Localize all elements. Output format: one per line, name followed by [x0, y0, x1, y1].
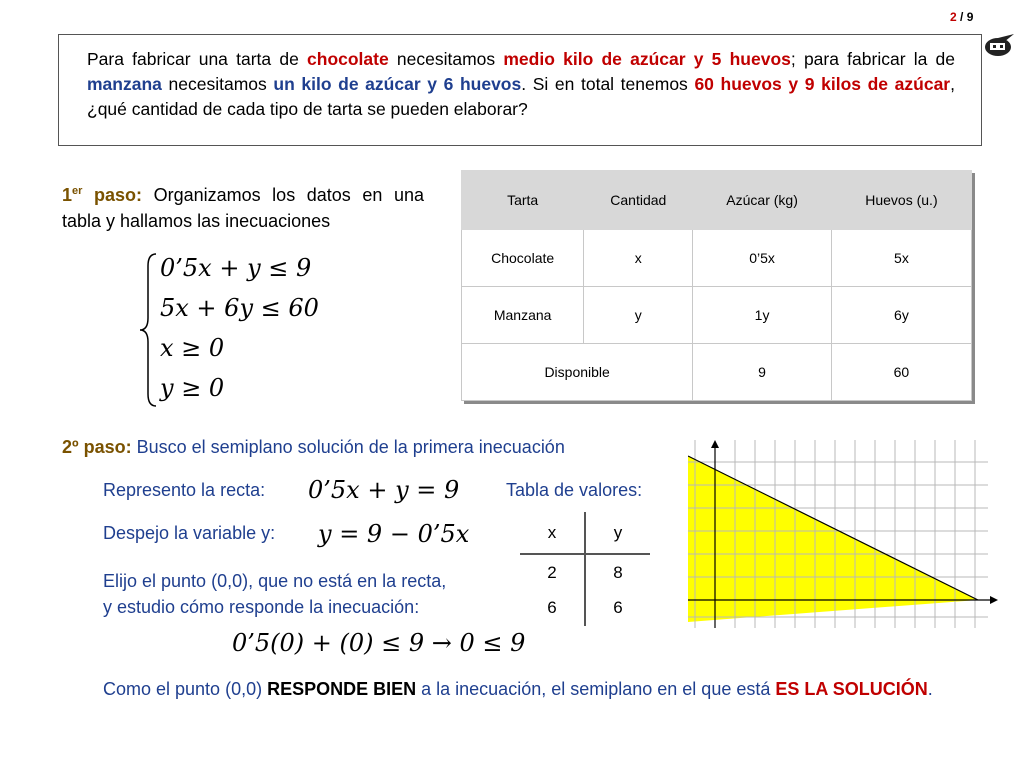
table-row-disponible	[462, 344, 972, 401]
conclusion-text: .	[927, 679, 933, 699]
line-equation: 0’5x + y = 9	[308, 476, 460, 504]
inequality-3: x ≥ 0	[160, 334, 225, 362]
manzana-requirements: un kilo de azúcar y 6 huevos	[273, 74, 522, 94]
problem-statement	[87, 47, 955, 122]
conclusion	[103, 679, 933, 700]
disponible-eggs: 60	[831, 344, 971, 401]
header-cantidad: Cantidad	[584, 171, 693, 230]
values-header-y: y	[585, 512, 650, 554]
page-counter	[950, 10, 973, 24]
point-text-1: Elijo el punto (0,0), que no está en la recta,	[103, 571, 447, 591]
table-cell: 6y	[831, 287, 971, 344]
data-table-header-row	[462, 171, 972, 230]
header-azucar: Azúcar (kg)	[693, 171, 832, 230]
conclusion-text: Como el punto (0,0)	[103, 679, 268, 699]
totals-highlight: 60 huevos y 9 kilos de azúcar	[694, 74, 951, 94]
inequality-2: 5x + 6y ≤ 60	[160, 294, 319, 322]
disponible-label: Disponible	[462, 344, 693, 401]
values-header-x: x	[520, 512, 585, 554]
half-plane-graph	[688, 440, 998, 630]
table-row	[520, 590, 650, 626]
table-cell: 2	[520, 554, 585, 590]
step2-heading	[62, 437, 565, 458]
conclusion-bold: RESPONDE BIEN	[267, 679, 417, 699]
step2-text: Busco el semiplano solución de la primera inecuación	[131, 437, 565, 457]
cleared-equation: y = 9 − 0’5x	[318, 520, 470, 548]
problem-text-part: . Si en total tenemos	[521, 74, 695, 94]
values-header-row	[520, 512, 650, 554]
next-slide-button[interactable]	[982, 30, 1018, 62]
chocolate-highlight: chocolate	[307, 49, 389, 69]
problem-text-part: necesitamos	[161, 74, 274, 94]
table-cell: Manzana	[462, 287, 584, 344]
table-cell: 1y	[693, 287, 832, 344]
step1-sup: er	[72, 185, 83, 197]
manzana-highlight: manzana	[87, 74, 162, 94]
inequality-1: 0’5x + y ≤ 9	[160, 254, 312, 282]
table-row	[462, 230, 972, 287]
step2-label: 2º paso:	[62, 437, 132, 457]
page-total: 9	[966, 10, 974, 24]
step1-number: 1	[62, 185, 73, 205]
represent-label: Represento la recta:	[103, 480, 266, 500]
chocolate-requirements: medio kilo de azúcar y 5 huevos	[503, 49, 791, 69]
table-cell: Chocolate	[462, 230, 584, 287]
table-row	[462, 287, 972, 344]
values-table-title: Tabla de valores:	[506, 480, 643, 500]
table-cell: 6	[613, 598, 623, 617]
step1-description	[62, 178, 424, 234]
check-equation: 0’5(0) + (0) ≤ 9 → 0 ≤ 9	[232, 629, 526, 657]
header-tarta: Tarta	[462, 171, 584, 230]
conclusion-solution: ES LA SOLUCIÓN	[775, 679, 928, 699]
problem-text-part: , ¿qué cantidad de cada tipo de tarta se pueden elaborar?	[87, 74, 955, 119]
header-huevos: Huevos (u.)	[831, 171, 971, 230]
page-separator: /	[956, 10, 967, 24]
table-cell: y	[584, 287, 693, 344]
table-row	[520, 554, 650, 590]
disponible-sugar: 9	[693, 344, 832, 401]
y-axis-arrow-icon	[711, 440, 719, 448]
system-brace	[138, 252, 158, 408]
clear-label: Despejo la variable y:	[103, 523, 276, 543]
step1-label-tail: paso:	[82, 185, 142, 205]
data-table	[461, 170, 972, 401]
values-table	[520, 512, 650, 626]
point-text-2: y estudio cómo responde la inecuación:	[103, 597, 420, 617]
table-cell: 5x	[831, 230, 971, 287]
x-axis-arrow-icon	[990, 596, 998, 604]
conclusion-text: a la inecuación, el semiplano en el que está	[416, 679, 776, 699]
problem-text-part: ; para fabricar la de	[790, 49, 956, 69]
table-cell: x	[584, 230, 693, 287]
page-current: 2	[950, 10, 957, 24]
table-cell: 8	[613, 562, 623, 582]
problem-text-part: Para fabricar una tarta de	[87, 49, 308, 69]
step1-label	[62, 185, 142, 205]
step1-text: Organizamos los datos en una tabla y hallamos las inecuaciones	[62, 185, 424, 231]
next-arrow-icon	[982, 30, 1018, 62]
table-cell: 0’5x	[693, 230, 832, 287]
problem-text-part: necesitamos	[388, 49, 504, 69]
table-cell: 6	[520, 590, 585, 626]
inequality-4: y ≥ 0	[160, 374, 225, 402]
